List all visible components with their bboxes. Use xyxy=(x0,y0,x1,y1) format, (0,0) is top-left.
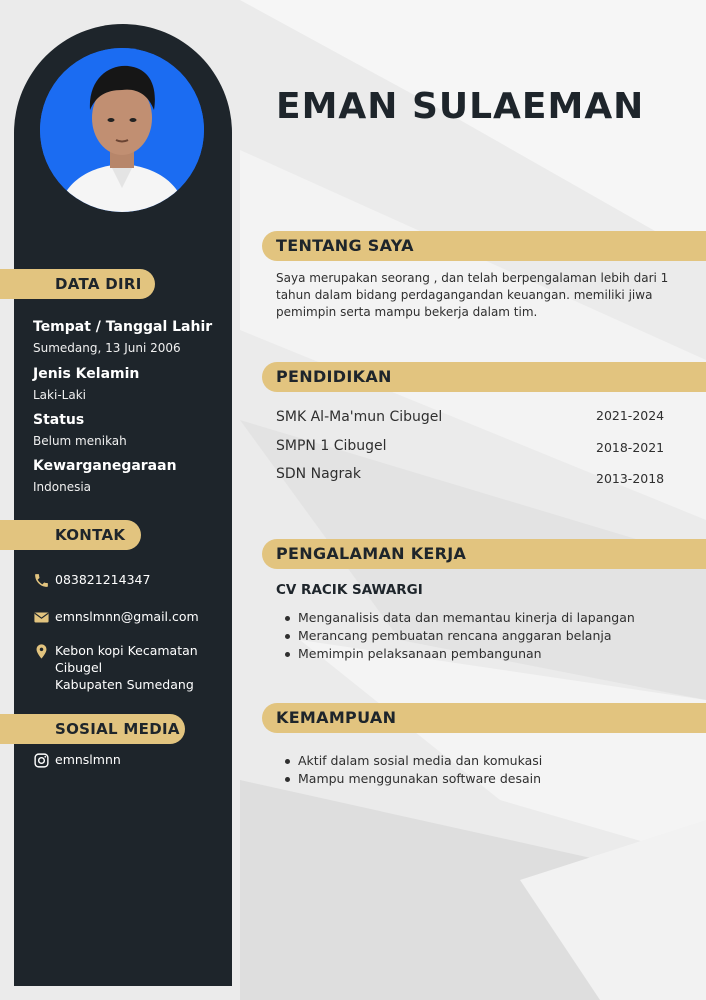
company-name: CV RACIK SAWARGI xyxy=(276,582,423,598)
field-label: Kewarganegaraan xyxy=(33,458,177,474)
field-label: Tempat / Tanggal Lahir xyxy=(33,319,213,335)
school-name: SMK Al-Ma'mun Cibugel xyxy=(276,409,443,425)
education-heading: PENDIDIKAN xyxy=(262,362,706,392)
candidate-name: EMAN SULAEMAN xyxy=(276,86,645,127)
about-text: Saya merupakan seorang , dan telah berpengalaman lebih dari 1 tahun dalam bidang perdagangandan keuangan. memiliki jiwa pemimpin serta mampu bekerja dalam tim. xyxy=(276,271,669,319)
field-value: Laki-Laki xyxy=(33,388,86,402)
field-label: Jenis Kelamin xyxy=(33,366,140,382)
field-value: Indonesia xyxy=(33,480,92,494)
contact-phone xyxy=(33,571,150,588)
about-heading: TENTANG SAYA xyxy=(262,231,706,261)
data-diri-heading: DATA DIRI xyxy=(0,269,155,299)
mail-icon xyxy=(33,609,50,626)
instagram-handle: emnslmnn xyxy=(55,752,121,767)
profile-photo xyxy=(40,48,204,212)
list-item: Memimpin pelaksanaan pembangunan xyxy=(298,645,635,663)
phone-icon xyxy=(33,572,50,589)
school-name: SDN Nagrak xyxy=(276,466,361,482)
school-name: SMPN 1 Cibugel xyxy=(276,438,387,454)
education-item xyxy=(276,406,666,425)
contact-instagram xyxy=(33,751,121,768)
school-years: 2021-2024 xyxy=(596,408,665,423)
phone-number: 083821214347 xyxy=(55,572,151,587)
field-gender xyxy=(33,365,139,403)
contact-email xyxy=(33,608,199,625)
address-line: Cibugel xyxy=(55,660,103,675)
school-years: 2018-2021 xyxy=(596,440,665,455)
list-item: Mampu menggunakan software desain xyxy=(298,771,542,786)
field-value: Sumedang, 13 Juni 2006 xyxy=(33,341,181,355)
list-item: Merancang pembuatan rencana anggaran belanja xyxy=(298,627,635,645)
education-item xyxy=(276,463,666,486)
experience-heading: PENGALAMAN KERJA xyxy=(262,539,706,569)
skills-list xyxy=(298,752,542,788)
field-nationality xyxy=(33,457,177,495)
school-years: 2013-2018 xyxy=(596,471,665,486)
address-line: Kabupaten Sumedang xyxy=(55,677,194,692)
sosial-media-heading: SOSIAL MEDIA xyxy=(0,714,185,744)
field-value: Belum menikah xyxy=(33,434,127,448)
experience-list xyxy=(298,609,635,663)
email-address: emnslmnn@gmail.com xyxy=(55,609,199,624)
field-status xyxy=(33,411,127,449)
education-item xyxy=(276,435,666,454)
kontak-heading: KONTAK xyxy=(0,520,141,550)
field-label: Status xyxy=(33,412,85,428)
field-birth xyxy=(33,318,212,356)
location-pin-icon xyxy=(33,643,50,660)
contact-address xyxy=(33,642,198,693)
address-line: Kebon kopi Kecamatan xyxy=(55,643,198,658)
list-item: Aktif dalam sosial media dan komukasi xyxy=(298,753,543,768)
list-item: Menganalisis data dan memantau kinerja di lapangan xyxy=(298,610,635,625)
skills-heading: KEMAMPUAN xyxy=(262,703,706,733)
instagram-icon xyxy=(33,752,50,769)
